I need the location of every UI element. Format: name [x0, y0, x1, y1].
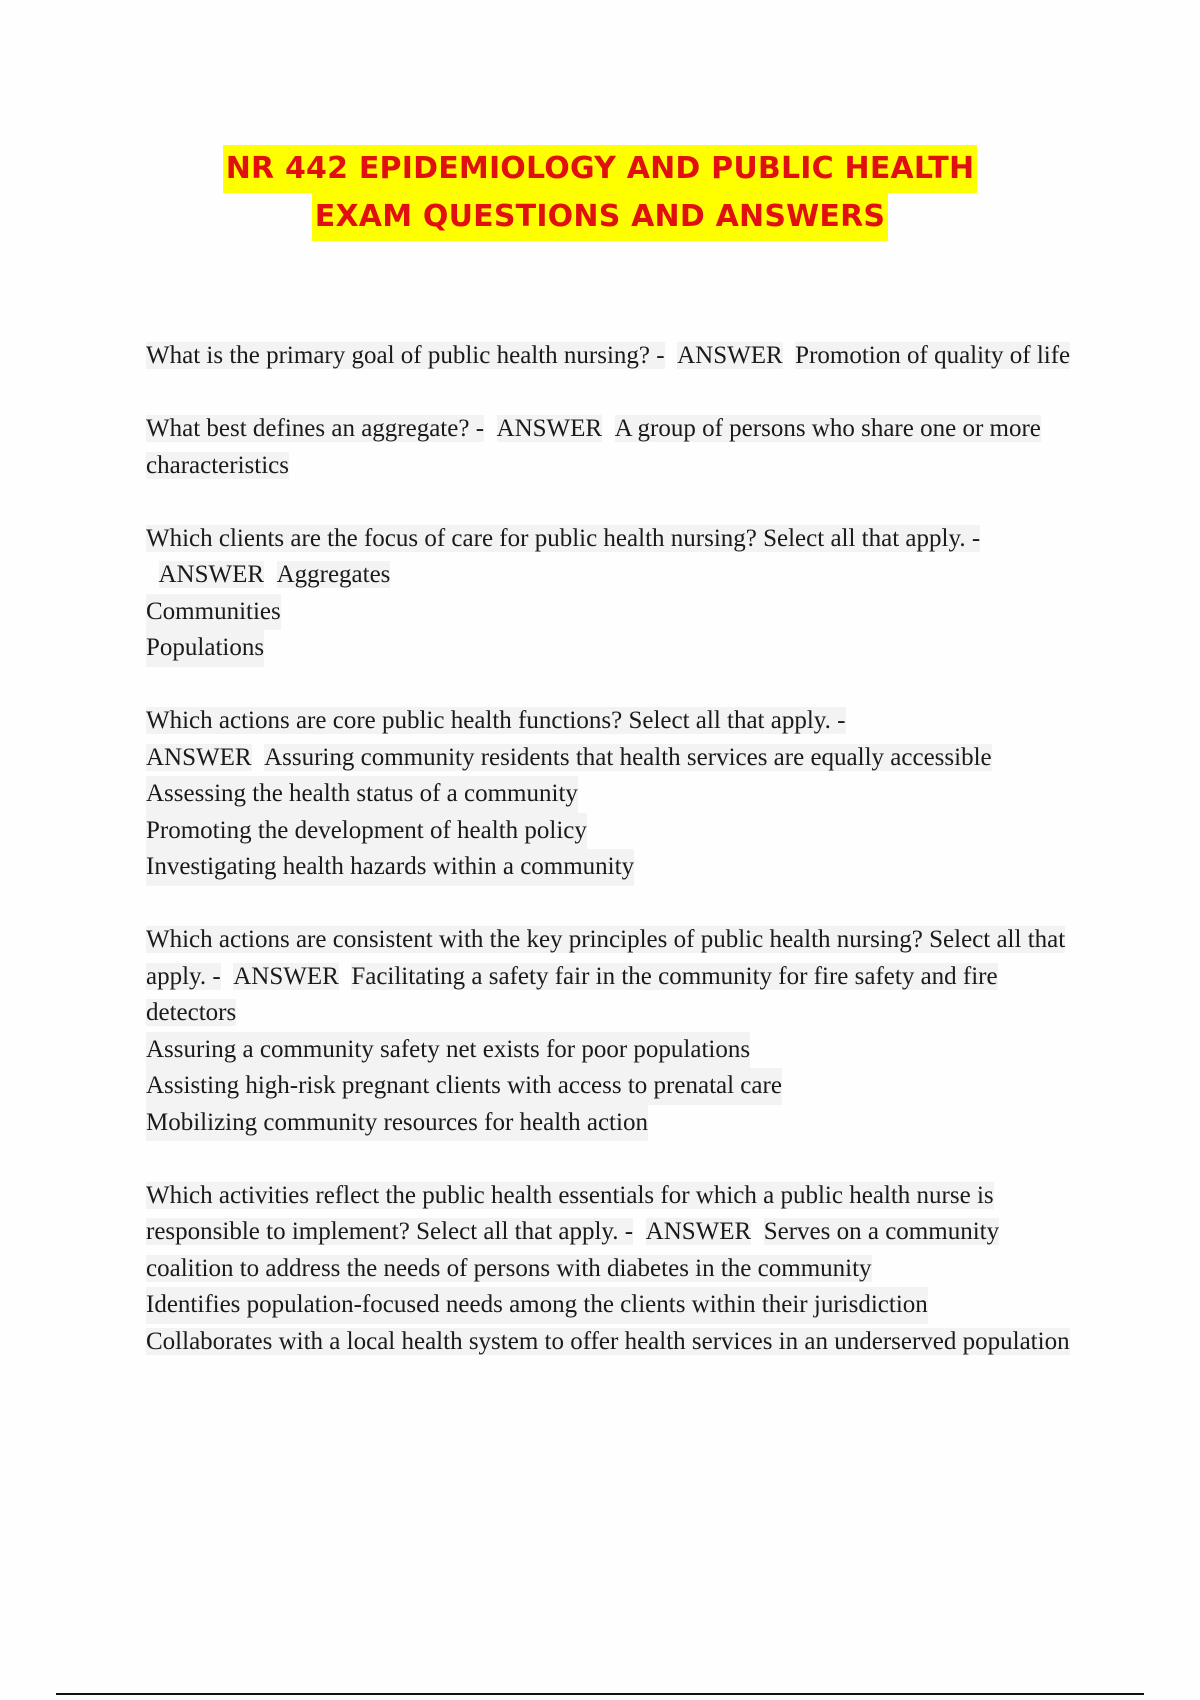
question-text: Which clients are the focus of care for public health nursing? Select all that apply. - [146, 524, 981, 552]
answer-label: ANSWER [146, 743, 252, 771]
qa-item [146, 922, 1076, 1141]
answer-label: ANSWER [496, 415, 603, 442]
answer-text: Assuring a community safety net exists for poor populations [146, 1032, 750, 1069]
answer-text: Facilitating a safety fair in the community for fire safety and fire detectors [146, 962, 998, 1026]
answer-text: Mobilizing community resources for health action [146, 1105, 648, 1142]
question-text: Which actions are core public health functions? Select all that apply. - [146, 707, 846, 734]
answer-text: Collaborates with a local health system to offer health services in an underserved population [146, 1327, 1070, 1355]
answer-text: Promoting the development of health policy [146, 813, 587, 850]
question-text: What is the primary goal of public health nursing? - [146, 342, 665, 369]
answer-text: A group of persons who share one or more characteristics [146, 415, 1041, 479]
answer-text: Populations [146, 630, 264, 667]
answer-text: Investigating health hazards within a community [146, 849, 634, 886]
answer-text: Aggregates [276, 561, 391, 588]
qa-item [146, 411, 1076, 484]
qa-list [146, 338, 1076, 1397]
answer-text: Identifies population-focused needs among the clients within their jurisdiction [146, 1287, 928, 1324]
question-text: Which activities reflect the public health essentials for which a public health nurse is responsible to implement? Select all that apply. - [146, 1181, 994, 1245]
qa-item [146, 521, 1076, 667]
answer-label: ANSWER [677, 342, 783, 369]
answer-text: Communities [146, 594, 281, 631]
title-line-2: EXAM QUESTIONS AND ANSWERS [312, 193, 888, 241]
title-line-1: NR 442 EPIDEMIOLOGY AND PUBLIC HEALTH [223, 145, 978, 193]
qa-item [146, 1178, 1076, 1361]
document-title [0, 145, 1200, 241]
question-text: What best defines an aggregate? - [146, 415, 485, 442]
answer-text: Assessing the health status of a community [146, 776, 578, 813]
answer-text: Serves on a community coalition to address the needs of persons with diabetes in the community [146, 1218, 1000, 1282]
answer-text: Assisting high-risk pregnant clients with access to prenatal care [146, 1068, 782, 1105]
answer-text: Assuring community residents that health services are equally accessible [264, 743, 992, 771]
answer-label: ANSWER [233, 962, 339, 990]
page-bottom-rule [56, 1693, 1144, 1695]
answer-label: ANSWER [645, 1218, 752, 1245]
question-text: Which actions are consistent with the key principles of public health nursing? Select all that apply. - [146, 926, 1066, 990]
answer-text: Promotion of quality of life [795, 342, 1071, 369]
answer-label: ANSWER [158, 561, 265, 588]
qa-item [146, 338, 1076, 375]
qa-item [146, 703, 1076, 886]
